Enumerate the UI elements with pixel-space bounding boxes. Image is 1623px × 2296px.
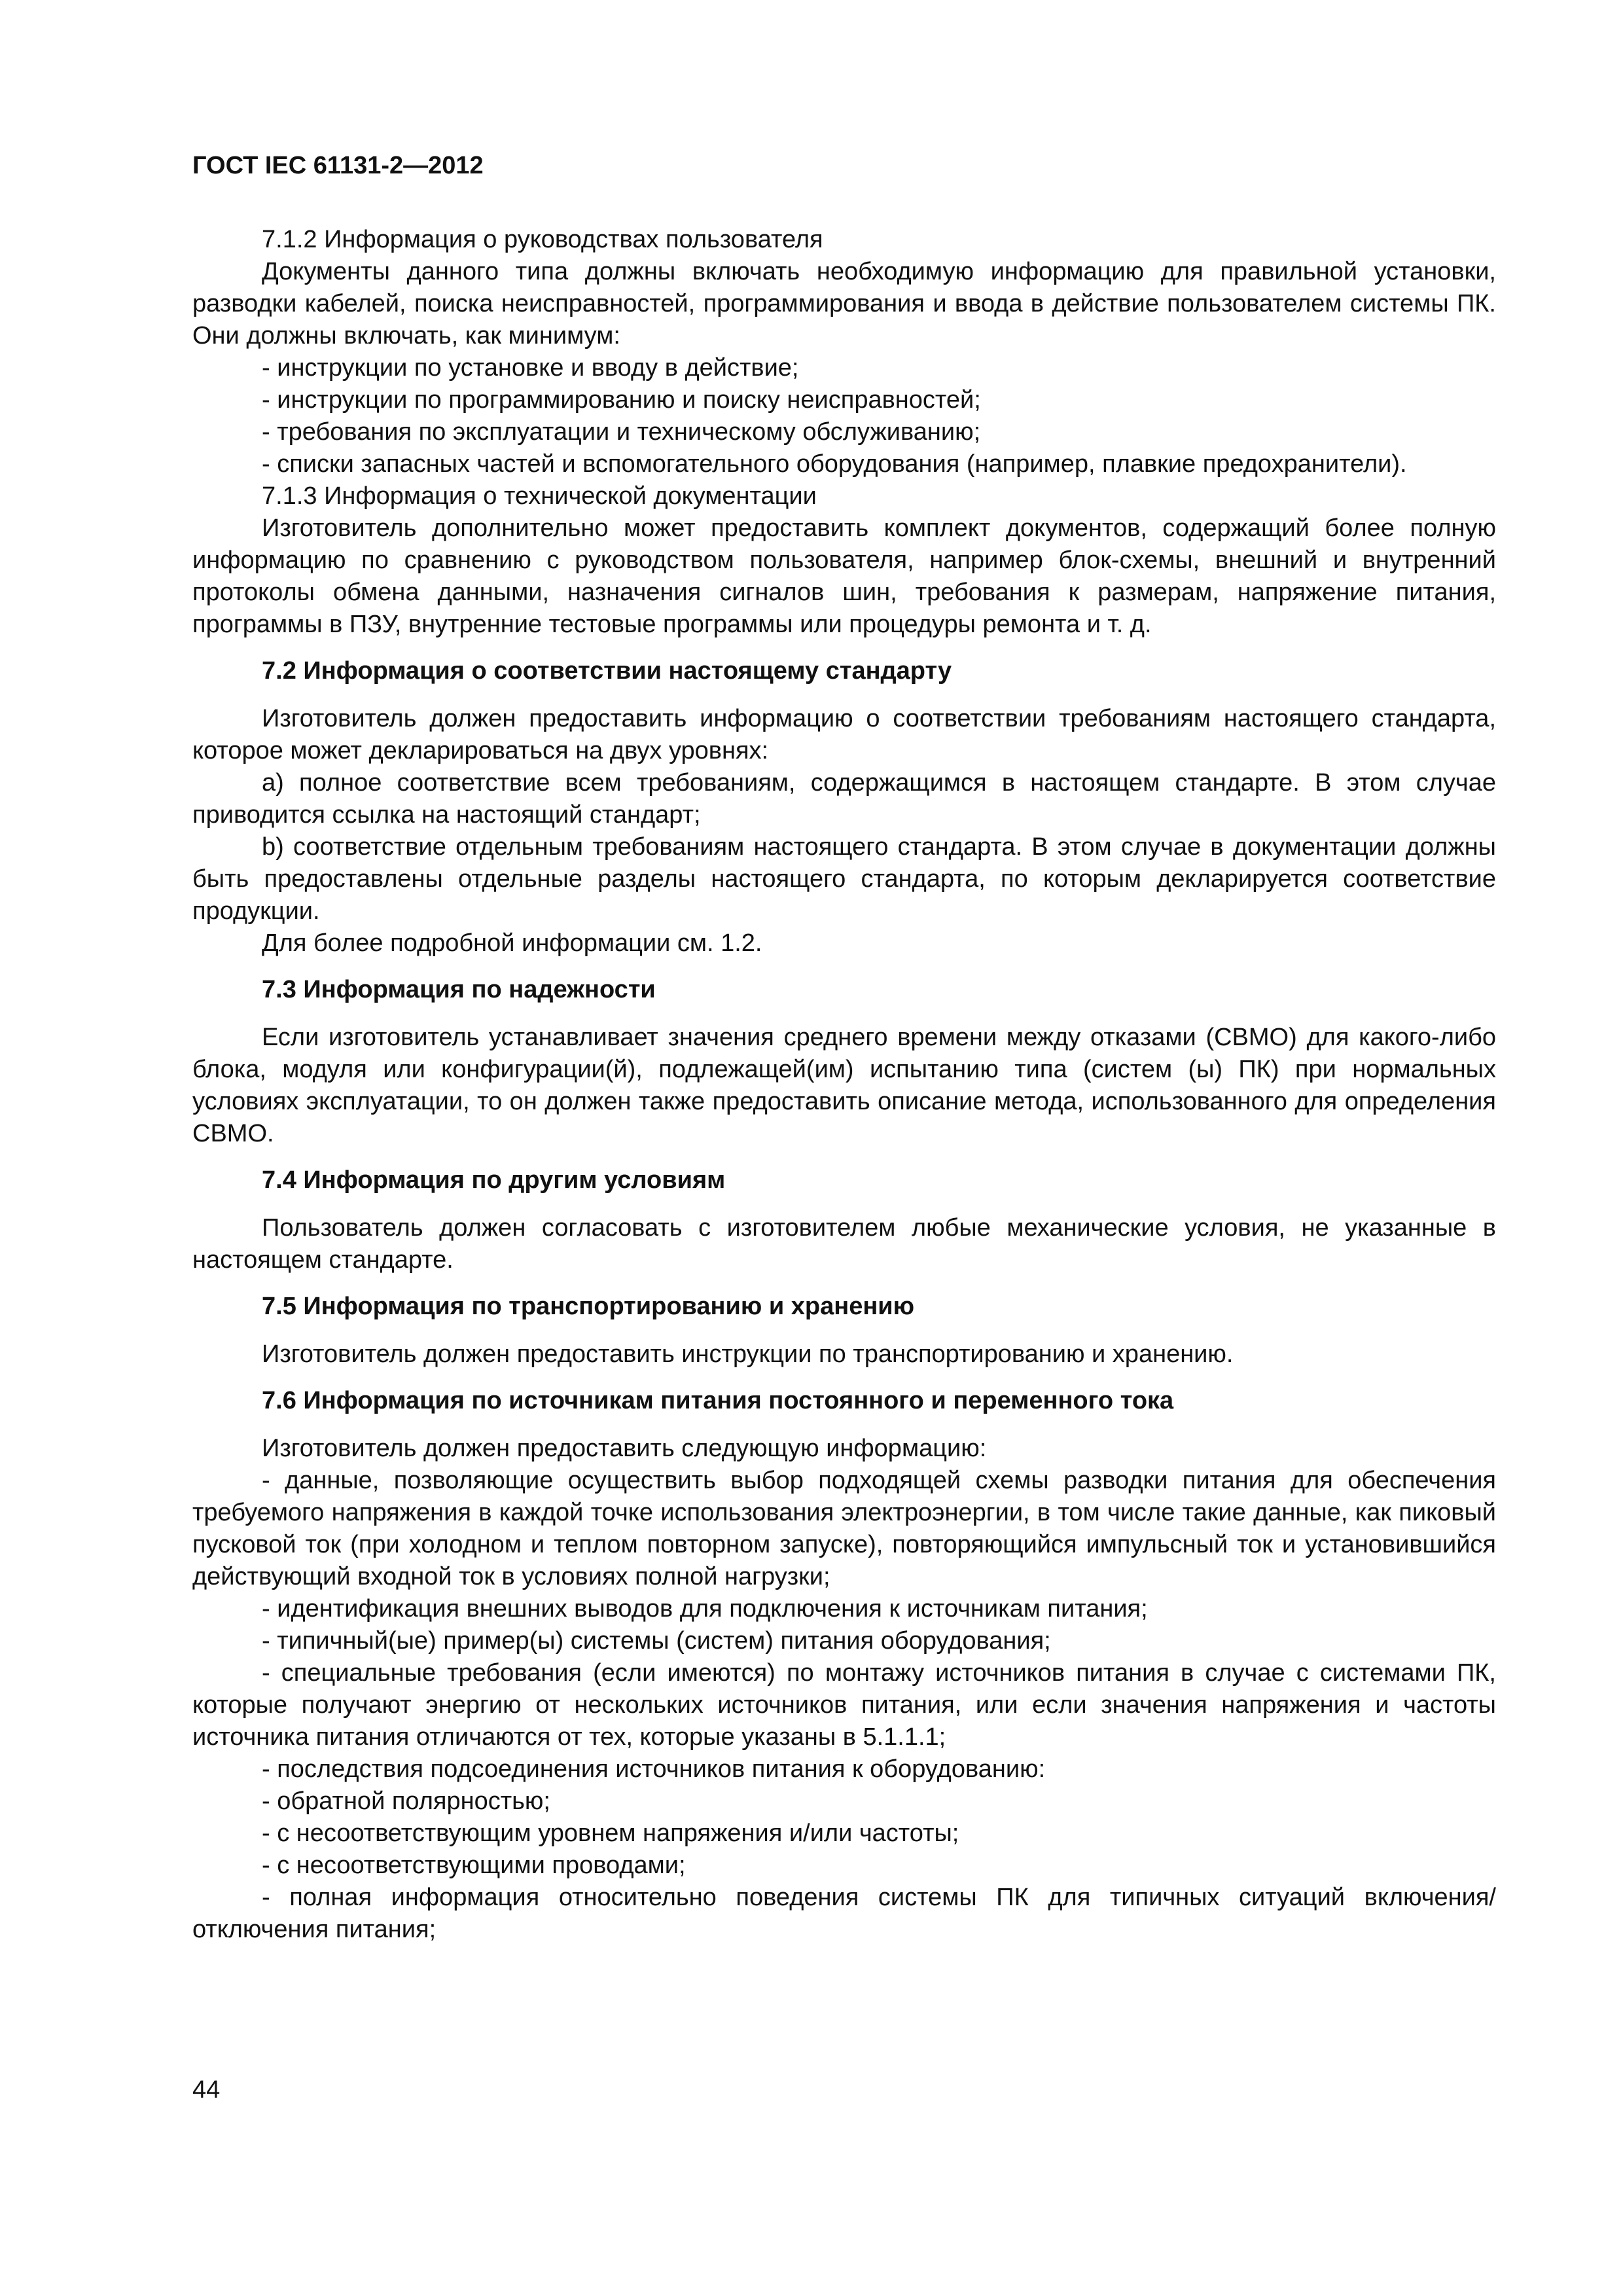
body-paragraph: - данные, позволяющие осуществить выбор подходящей схемы разводки питания для обеспечения требуемого напряжения в каждой точке использования электроэнергии, в том числе такие данные, как пиковый пусковой ток (при холодном и теплом повторном запуске), повторяющийся импульсный ток и установившийся действующий входной ток в условиях полной нагрузки;	[192, 1467, 1496, 1590]
body-paragraph: Изготовитель дополнительно может предоставить комплект документов, содержащий более полную информацию по сравнению с руководством пользователя, например блок-схемы, внешний и внутренний протоколы обмена данными, назначения сигналов шин, требования к размерам, напряжение питания, программы в ПЗУ, внутренние тестовые программы или процедуры ремонта и т. д.	[192, 514, 1496, 638]
body-paragraph: b) соответствие отдельным требованиям настоящего стандарта. В этом случае в документации должны быть предоставлены отдельные разделы настоящего стандарта, по которым декларируется соответствие продукции.	[192, 833, 1496, 925]
body-paragraph: Изготовитель должен предоставить следующую информацию:	[262, 1435, 987, 1462]
body-paragraph: - типичный(ые) пример(ы) системы (систем) питания оборудования;	[262, 1627, 1051, 1655]
body-paragraph: 7.1.2 Информация о руководствах пользователя	[262, 226, 823, 253]
body-paragraph: a) полное соответствие всем требованиям, содержащимся в настоящем стандарте. В этом случае приводится ссылка на настоящий стандарт;	[192, 769, 1496, 829]
section-heading: 7.5 Информация по транспортированию и хранению	[262, 1293, 915, 1320]
body-paragraph: - идентификация внешних выводов для подключения к источникам питания;	[262, 1595, 1148, 1623]
body-paragraph: - с несоответствующим уровнем напряжения и/или частоты;	[262, 1820, 959, 1847]
body-paragraph: Изготовитель должен предоставить инструкции по транспортированию и хранению.	[262, 1340, 1234, 1368]
body-paragraph: - с несоответствующими проводами;	[262, 1852, 686, 1879]
body-paragraph: - инструкции по программированию и поиску неисправностей;	[262, 386, 981, 414]
body-paragraph: Если изготовитель устанавливает значения среднего времени между отказами (СВМО) для какого-либо блока, модуля или конфигурации(й), подлежащей(им) испытанию типа (систем (ы) ПК) при нормальных условиях эксплуатации, то он должен также предоставить описание метода, использованного для определения СВМО.	[192, 1024, 1496, 1147]
body-paragraph: - полная информация относительно поведения системы ПК для типичных ситуаций включения/отключения питания;	[192, 1884, 1496, 1943]
body-paragraph: - требования по эксплуатации и техническому обслуживанию;	[262, 418, 981, 446]
page-number: 44	[192, 2076, 221, 2104]
body-paragraph: Документы данного типа должны включать необходимую информацию для правильной установки, разводки кабелей, поиска неисправностей, программирования и ввода в действие пользователем системы ПК. Они должны включать, как минимум:	[192, 258, 1496, 350]
body-paragraph: - обратной полярностью;	[262, 1787, 550, 1815]
section-heading: 7.2 Информация о соответствии настоящему стандарту	[262, 657, 952, 685]
section-heading: 7.6 Информация по источникам питания постоянного и переменного тока	[262, 1387, 1174, 1414]
body-paragraph: - инструкции по установке и вводу в действие;	[262, 354, 799, 382]
body-paragraph: - списки запасных частей и вспомогательного оборудования (например, плавкие предохранители).	[262, 450, 1407, 478]
body-paragraph: 7.1.3 Информация о технической документации	[262, 482, 817, 510]
section-heading: 7.4 Информация по другим условиям	[262, 1166, 726, 1194]
body-paragraph: Для более подробной информации см. 1.2.	[262, 929, 762, 957]
document-body	[192, 224, 1496, 1946]
section-heading: 7.3 Информация по надежности	[262, 976, 656, 1003]
document-header: ГОСТ IEC 61131-2—2012	[192, 152, 484, 179]
body-paragraph: - специальные требования (если имеются) по монтажу источников питания в случае с системами ПК, которые получают энергию от нескольких источников питания, или если значения напряжения и частоты источника питания отличаются от тех, которые указаны в 5.1.1.1;	[192, 1659, 1496, 1751]
body-paragraph: Пользователь должен согласовать с изготовителем любые механические условия, не указанные в настоящем стандарте.	[192, 1214, 1496, 1274]
body-paragraph: Изготовитель должен предоставить информацию о соответствии требованиям настоящего стандарта, которое может декларироваться на двух уровнях:	[192, 705, 1496, 764]
body-paragraph: - последствия подсоединения источников питания к оборудованию:	[262, 1755, 1046, 1783]
